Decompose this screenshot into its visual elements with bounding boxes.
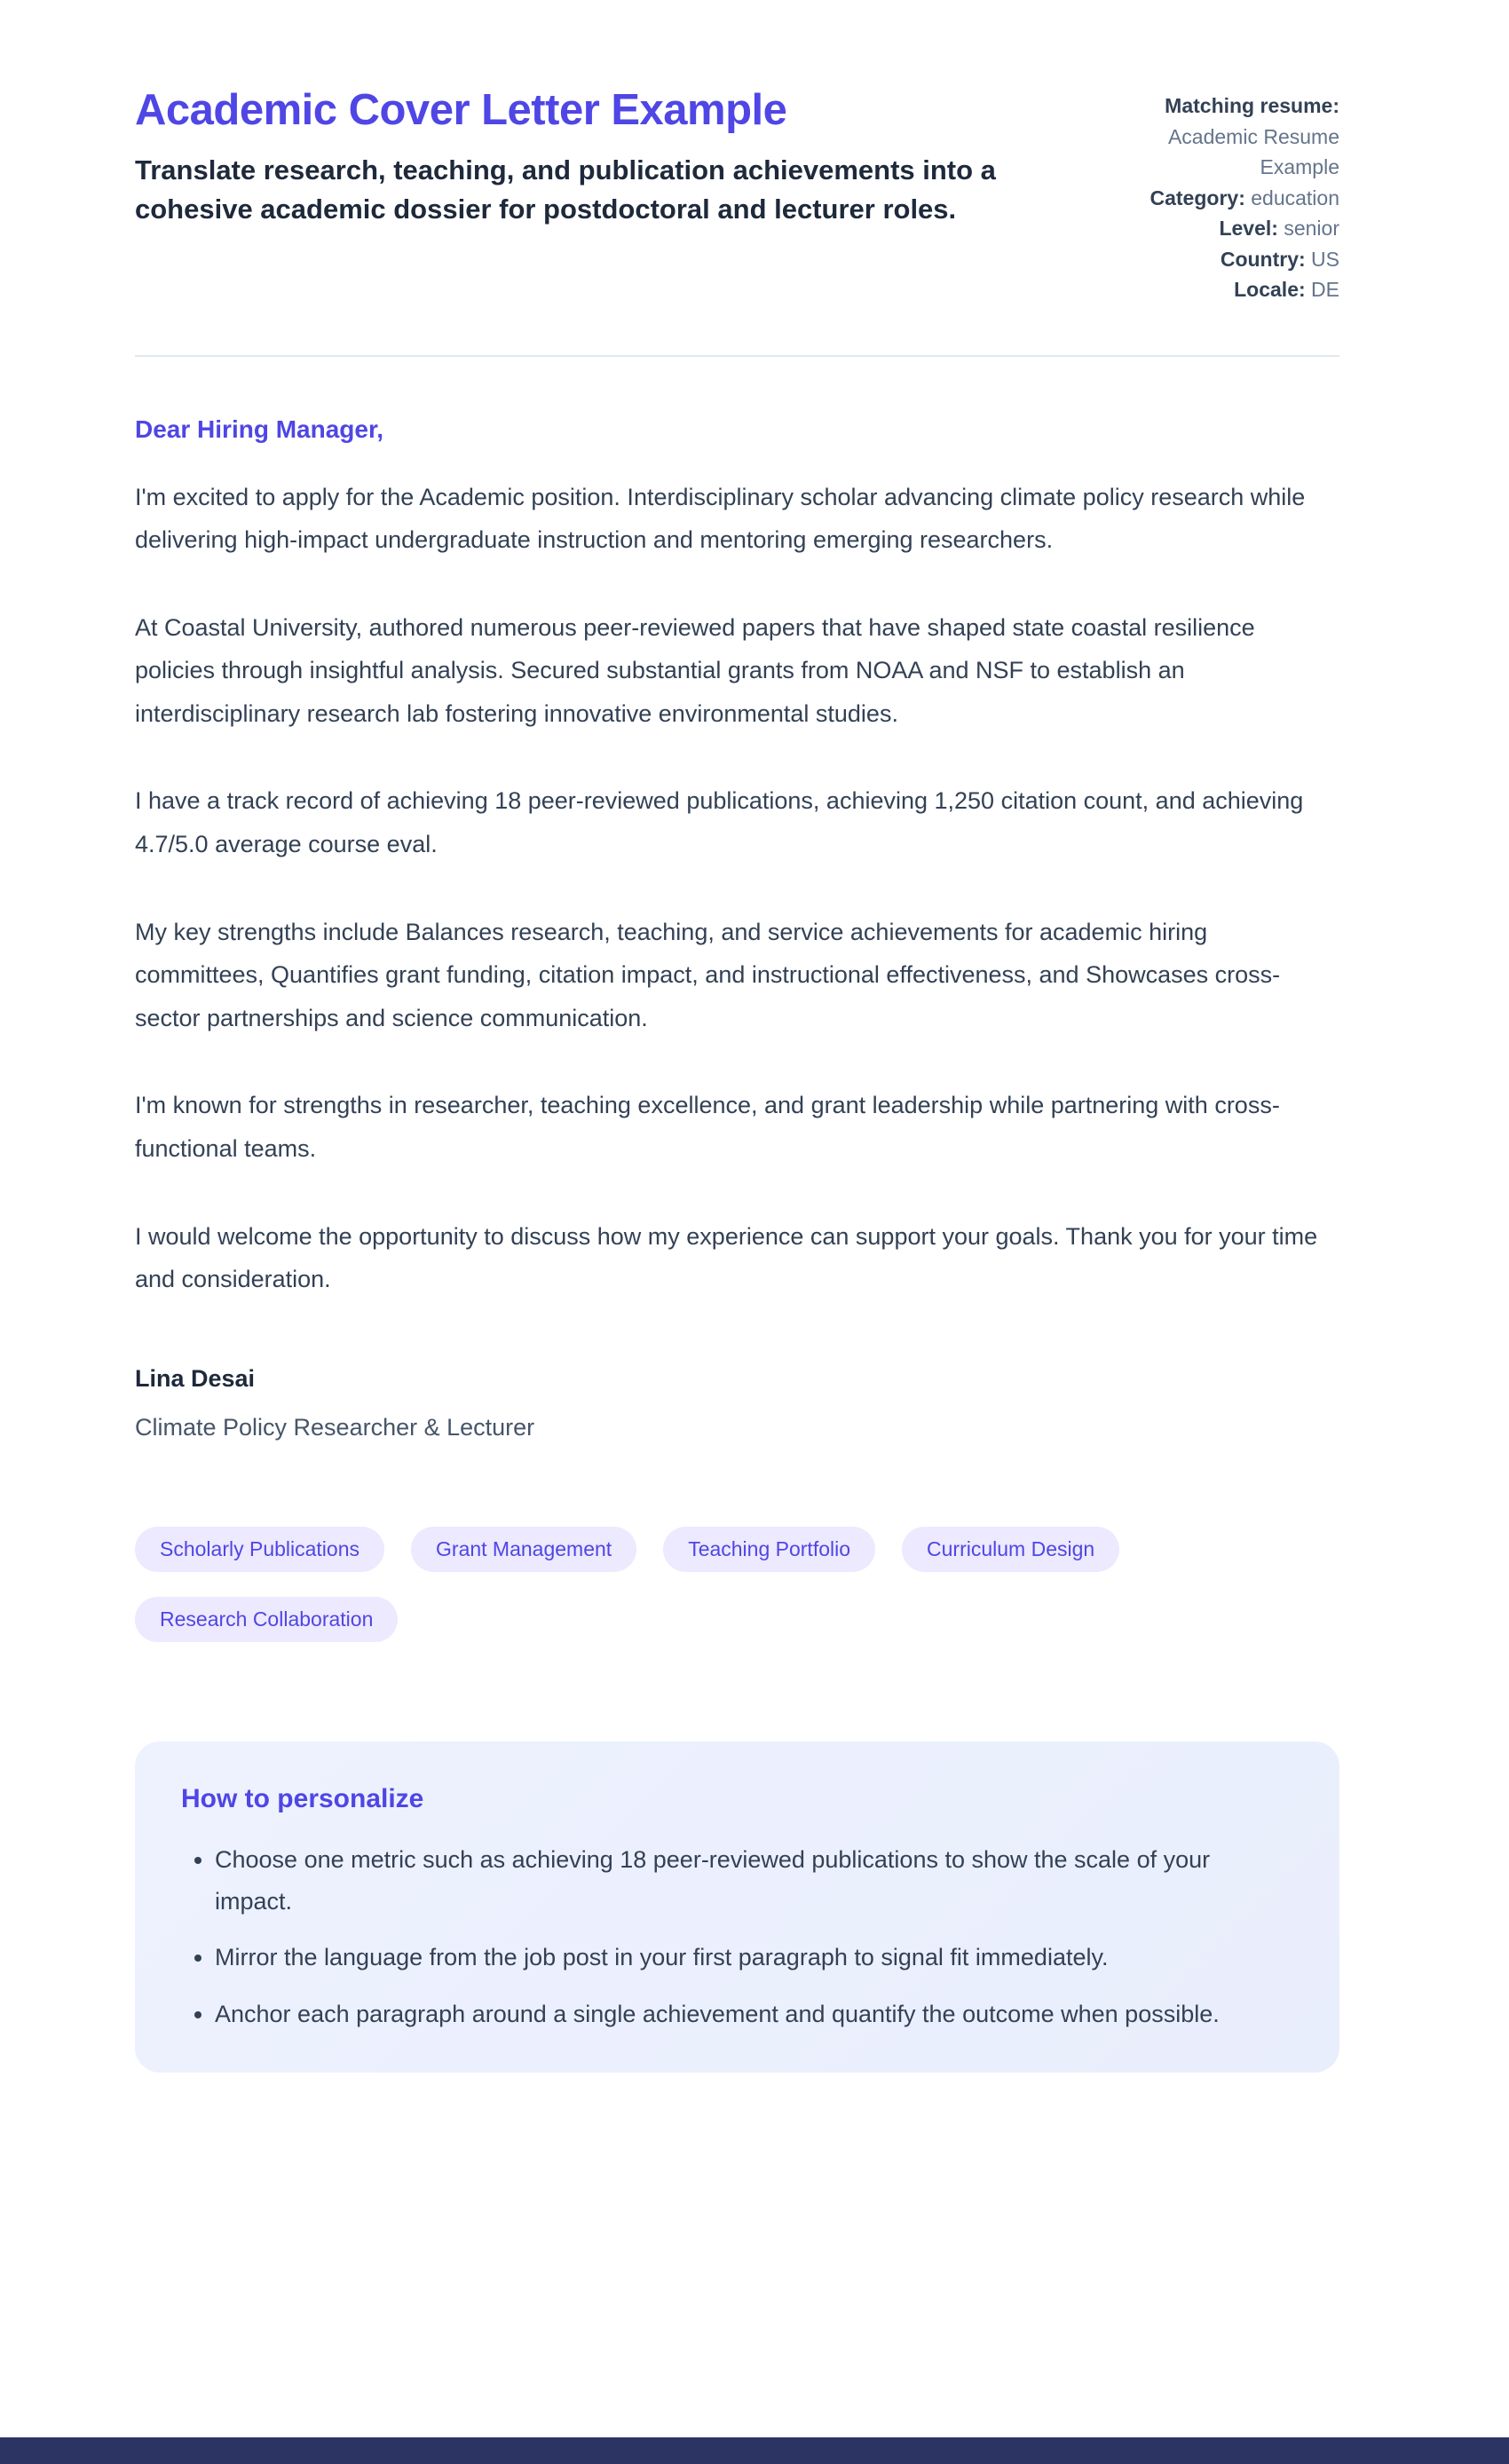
meta-level xyxy=(1134,213,1339,244)
tag-chip: Grant Management xyxy=(411,1527,636,1572)
callout-heading: How to personalize xyxy=(181,1783,424,1813)
meta-value: education xyxy=(1251,186,1339,209)
letter-paragraph: I would welcome the opportunity to discuss how my experience can support your goals. Thank you for your time and consideration. xyxy=(135,1222,1318,1293)
signature-role: Climate Policy Researcher & Lecturer xyxy=(135,1413,535,1441)
tag-chip: Research Collaboration xyxy=(135,1597,398,1642)
meta-label: Level: xyxy=(1219,217,1278,240)
meta-matching-resume xyxy=(1134,91,1339,183)
header-divider xyxy=(135,355,1339,357)
callout-list-item: • Anchor each paragraph around a single achievement and quantify the outcome when possible. xyxy=(215,1994,1293,2035)
meta-label: Locale: xyxy=(1234,278,1306,301)
meta-label: Country: xyxy=(1220,247,1306,271)
letter-paragraph: I'm excited to apply for the Academic position. Interdisciplinary scholar advancing climate policy research while delivering high-impact undergraduate instruction and mentoring emerging researchers. xyxy=(135,483,1306,554)
signature-name: Lina Desai xyxy=(135,1364,256,1392)
meta-value: US xyxy=(1311,247,1339,271)
meta-label: Matching resume: xyxy=(1165,94,1339,117)
tag-chip: Curriculum Design xyxy=(902,1527,1119,1572)
tag-chip: Teaching Portfolio xyxy=(663,1527,875,1572)
page-title: Academic Cover Letter Example xyxy=(135,86,787,134)
header-title-block xyxy=(135,85,1040,228)
resume-meta-panel xyxy=(1134,85,1339,305)
page-subtitle: Translate research, teaching, and publication achievements into a cohesive academic dossier for postdoctoral and lecturer roles. xyxy=(135,154,996,225)
letter-paragraph: My key strengths include Balances research, teaching, and service achievements for academic hiring committees, Quantifies grant funding, citation impact, and instructional effectiveness, and Showcases cross-sector partnerships and science communication. xyxy=(135,918,1281,1031)
meta-label: Category: xyxy=(1150,186,1245,209)
meta-country xyxy=(1134,244,1339,275)
meta-value: Academic Resume Example xyxy=(1167,124,1339,178)
callout-list-item: • Choose one metric such as achieving 18 peer-reviewed publications to show the scale of your impact. xyxy=(215,1839,1293,1923)
skill-tags xyxy=(135,1527,1339,1642)
letter-body xyxy=(135,415,1339,1441)
letter-greeting: Dear Hiring Manager, xyxy=(135,415,384,443)
letter-paragraph: At Coastal University, authored numerous peer-reviewed papers that have shaped state coastal resilience policies through insightful analysis. Secured substantial grants from NOAA and NSF to establish an interdisciplinary research lab fostering innovative environmental studies. xyxy=(135,613,1255,727)
tag-chip: Scholarly Publications xyxy=(135,1527,384,1572)
callout-list-item: • Mirror the language from the job post in your first paragraph to signal fit immediately. xyxy=(215,1937,1293,1978)
letter-paragraph: I'm known for strengths in researcher, teaching excellence, and grant leadership while partnering with cross-functional teams. xyxy=(135,1092,1280,1163)
page-header xyxy=(135,85,1339,305)
meta-value: DE xyxy=(1311,278,1339,301)
letter-paragraph: I have a track record of achieving 18 peer-reviewed publications, achieving 1,250 citation count, and achieving 4.7/5.0 average course eval. xyxy=(135,787,1304,858)
meta-locale xyxy=(1134,274,1339,305)
meta-category xyxy=(1134,183,1339,214)
personalize-callout xyxy=(135,1741,1339,2073)
meta-value: senior xyxy=(1284,217,1339,240)
callout-list xyxy=(181,1839,1293,2035)
footer-bar xyxy=(0,2437,1509,2464)
